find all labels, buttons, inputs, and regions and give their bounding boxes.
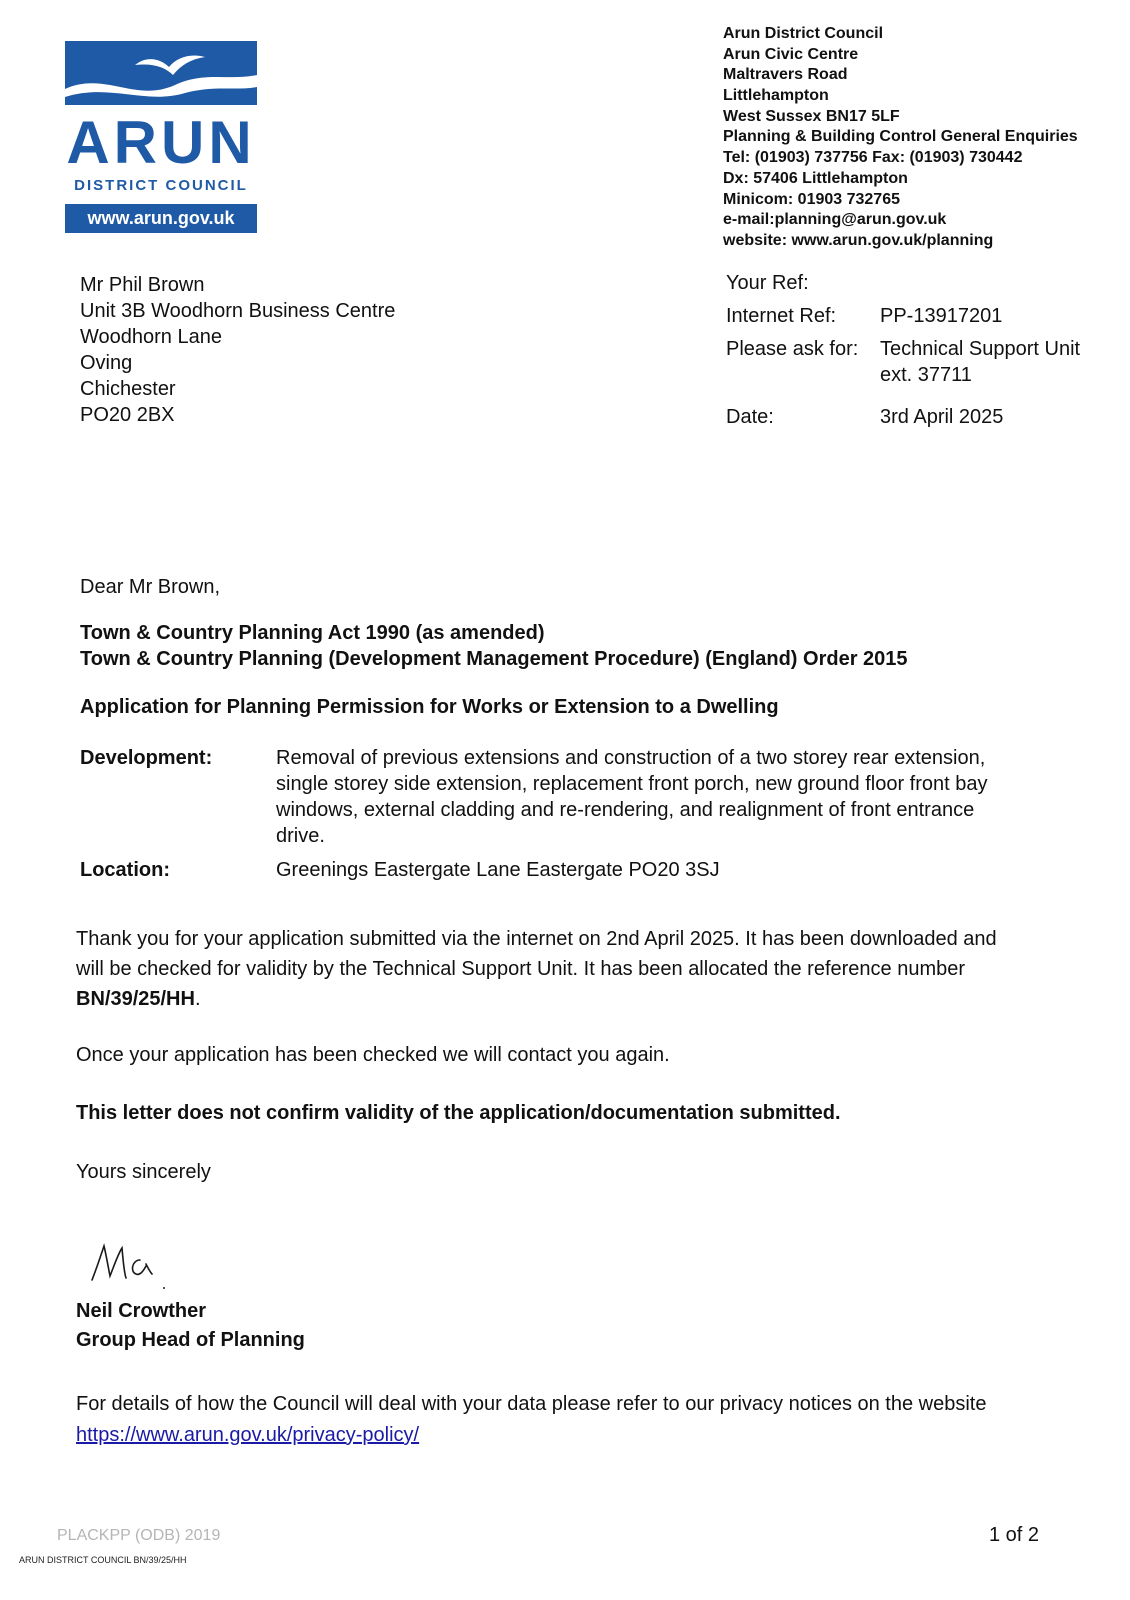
- recipient-line: Chichester: [80, 378, 176, 400]
- signatory-title: Group Head of Planning: [76, 1329, 305, 1351]
- date-value: 3rd April 2025: [880, 406, 1004, 428]
- location-label: Location:: [80, 859, 170, 881]
- privacy-policy-link[interactable]: https://www.arun.gov.uk/privacy-policy/: [76, 1424, 420, 1446]
- location-row: [80, 857, 988, 883]
- logo-url: www.arun.gov.uk: [65, 204, 257, 233]
- ask-for-value: Technical Support Unit: [880, 338, 1081, 360]
- reference-suffix: .: [194, 988, 201, 1010]
- council-address-block: [723, 24, 1078, 252]
- address-line: Littlehampton: [723, 87, 829, 105]
- follow-up-paragraph: Once your application has been checked we will contact you again.: [76, 1044, 670, 1066]
- address-line: Minicom: 01903 732765: [723, 190, 900, 208]
- signatory-name: Neil Crowther: [76, 1300, 207, 1322]
- recipient-line: Unit 3B Woodhorn Business Centre: [80, 300, 396, 322]
- privacy-notice: For details of how the Council will deal with your data please refer to our privacy notices on the website: [76, 1393, 987, 1415]
- reference-number-line: [76, 984, 201, 1014]
- location-value: Greenings Eastergate Lane Eastergate PO20 3SJ: [276, 859, 720, 881]
- address-line: West Sussex BN17 5LF: [723, 107, 900, 125]
- address-line: Dx: 57406 Littlehampton: [723, 169, 908, 187]
- address-line: Arun Civic Centre: [723, 45, 859, 63]
- application-details: [80, 745, 988, 883]
- salutation: Dear Mr Brown,: [80, 576, 221, 598]
- body-paragraph-line: Thank you for your application submitted via the internet on 2nd April 2025. It has been downloaded and: [76, 928, 997, 950]
- arun-council-logo: [65, 41, 257, 233]
- date-label: Date:: [726, 406, 774, 428]
- development-label: Development:: [80, 747, 213, 769]
- address-line: Tel: (01903) 737756 Fax: (01903) 730442: [723, 149, 1023, 167]
- application-title: Application for Planning Permission for Works or Extension to a Dwelling: [80, 696, 779, 718]
- closing: Yours sincerely: [76, 1161, 211, 1183]
- development-line: windows, external cladding and re-rendering, and realignment of front entrance: [276, 799, 975, 821]
- development-row: [80, 745, 988, 849]
- recipient-line: PO20 2BX: [80, 404, 175, 426]
- internet-ref-label: Internet Ref:: [726, 305, 837, 327]
- form-code: PLACKPP (ODB) 2019: [57, 1527, 221, 1544]
- recipient-line: Mr Phil Brown: [80, 274, 205, 296]
- ask-for-extension: ext. 37711: [880, 364, 972, 386]
- page-number: 1 of 2: [989, 1524, 1040, 1546]
- order-heading: Town & Country Planning (Development Management Procedure) (England) Order 2015: [80, 648, 908, 670]
- footer-reference: ARUN DISTRICT COUNCIL BN/39/25/HH: [19, 1555, 187, 1565]
- address-line: e-mail:planning@arun.gov.uk: [723, 211, 947, 229]
- recipient-line: Oving: [80, 352, 133, 374]
- privacy-link-line: [76, 1420, 419, 1450]
- ask-for-label: Please ask for:: [726, 338, 859, 360]
- reference-number: BN/39/25/HH: [76, 988, 195, 1010]
- development-line: drive.: [276, 825, 325, 847]
- your-ref-label: Your Ref:: [726, 272, 809, 294]
- address-line: Planning & Building Control General Enquiries: [723, 128, 1078, 146]
- address-line: website: www.arun.gov.uk/planning: [723, 231, 994, 249]
- logo-wordmark: ARUN: [66, 109, 256, 176]
- development-line: single storey side extension, replacement front porch, new ground floor front bay: [276, 773, 988, 795]
- development-line: Removal of previous extensions and construction of a two storey rear extension,: [276, 747, 986, 769]
- act-heading: Town & Country Planning Act 1990 (as amended): [80, 622, 545, 644]
- validity-notice: This letter does not confirm validity of the application/documentation submitted.: [76, 1102, 841, 1124]
- internet-ref-value: PP-13917201: [880, 305, 1003, 327]
- logo-subtitle: DISTRICT COUNCIL: [74, 177, 248, 194]
- address-line: Maltravers Road: [723, 66, 848, 84]
- recipient-address: [80, 272, 395, 428]
- seagull-wave-icon: [65, 41, 257, 105]
- handwritten-signature: [82, 1232, 170, 1296]
- address-line: Arun District Council: [723, 25, 884, 42]
- recipient-line: Woodhorn Lane: [80, 326, 222, 348]
- body-paragraph-line: will be checked for validity by the Technical Support Unit. It has been allocated the reference number: [76, 958, 966, 980]
